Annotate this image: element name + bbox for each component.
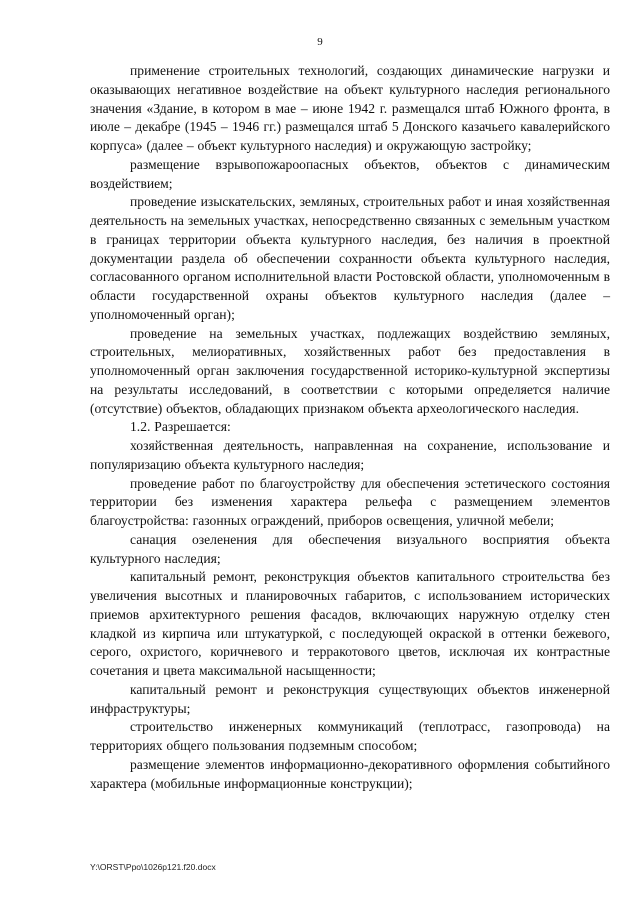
paragraph: санация озеленения для обеспечения визуального восприятия объекта культурного наследия; [90, 531, 610, 566]
paragraph: размещение элементов информационно-декоративного оформления событийного характера (мобильные информационные конструкции); [90, 756, 610, 791]
paragraph: проведение изыскательских, земляных, строительных работ и иная хозяйственная деятельность на земельных участках, непосредственно связанных с земельным участком в границах территории объекта культурного наследия, без наличия в проектной документации раздела об обеспечении сохранности объекта культурного наследия, согласованного органом исполнительной власти Ростовской области, уполномоченным в области государственной охраны объектов культурного наследия (далее – уполномоченный орган); [90, 194, 610, 322]
paragraph: хозяйственная деятельность, направленная на сохранение, использование и популяризацию объекта культурного наследия; [90, 438, 610, 472]
file-path-footer: Y:\ORST\Ppo\1026p121.f20.docx [90, 862, 216, 872]
section-heading: 1.2. Разрешается: [130, 419, 231, 435]
paragraph: капитальный ремонт, реконструкция объектов капитального строительства без увеличения высотных и планировочных габаритов, с использованием исторических приемов архитектурного решения фасадов, включающих наружную отделку стен кладкой из кирпича или штукатуркой, с последующей окраской в оттенки бежевого, серого, охристого, коричневого и терракотового цветов, исключая их контрастные сочетания и цвета максимальной насыщенности; [90, 569, 610, 678]
paragraph: проведение на земельных участках, подлежащих воздействию земляных, строительных, мелиоративных, хозяйственных работ без предоставления в уполномоченный орган заключения государственной историко-культурной экспертизы на результаты исследований, в соответствии с которыми определяется наличие (отсутствие) объектов, обладающих признаком объекта археологического наследия. [90, 325, 610, 416]
paragraph: капитальный ремонт и реконструкция существующих объектов инженерной инфраструктуры; [90, 681, 610, 716]
paragraph: размещение взрывопожароопасных объектов, объектов с динамическим воздействием; [90, 156, 610, 191]
paragraph: применение строительных технологий, создающих динамические нагрузки и оказывающих негативное воздействие на объект культурного наследия регионального значения «Здание, в котором в мае – июне 1942 г. размещался штаб Южного фронта, в июле – декабре (1945 – 1946 гг.) размещался штаб 5 Донского казачьего кавалерийского корпуса» (далее – объект культурного наследия) и окружающую застройку; [90, 63, 610, 153]
document-body [90, 62, 610, 793]
page-number: 9 [317, 36, 323, 48]
paragraph: строительство инженерных коммуникаций (теплотрасс, газопровода) на территориях общего пользования подземным способом; [90, 719, 610, 753]
paragraph: проведение работ по благоустройству для обеспечения эстетического состояния территории без изменения характера рельефа с размещением элементов благоустройства: газонных ограждений, приборов освещения, уличной мебели; [90, 475, 610, 528]
